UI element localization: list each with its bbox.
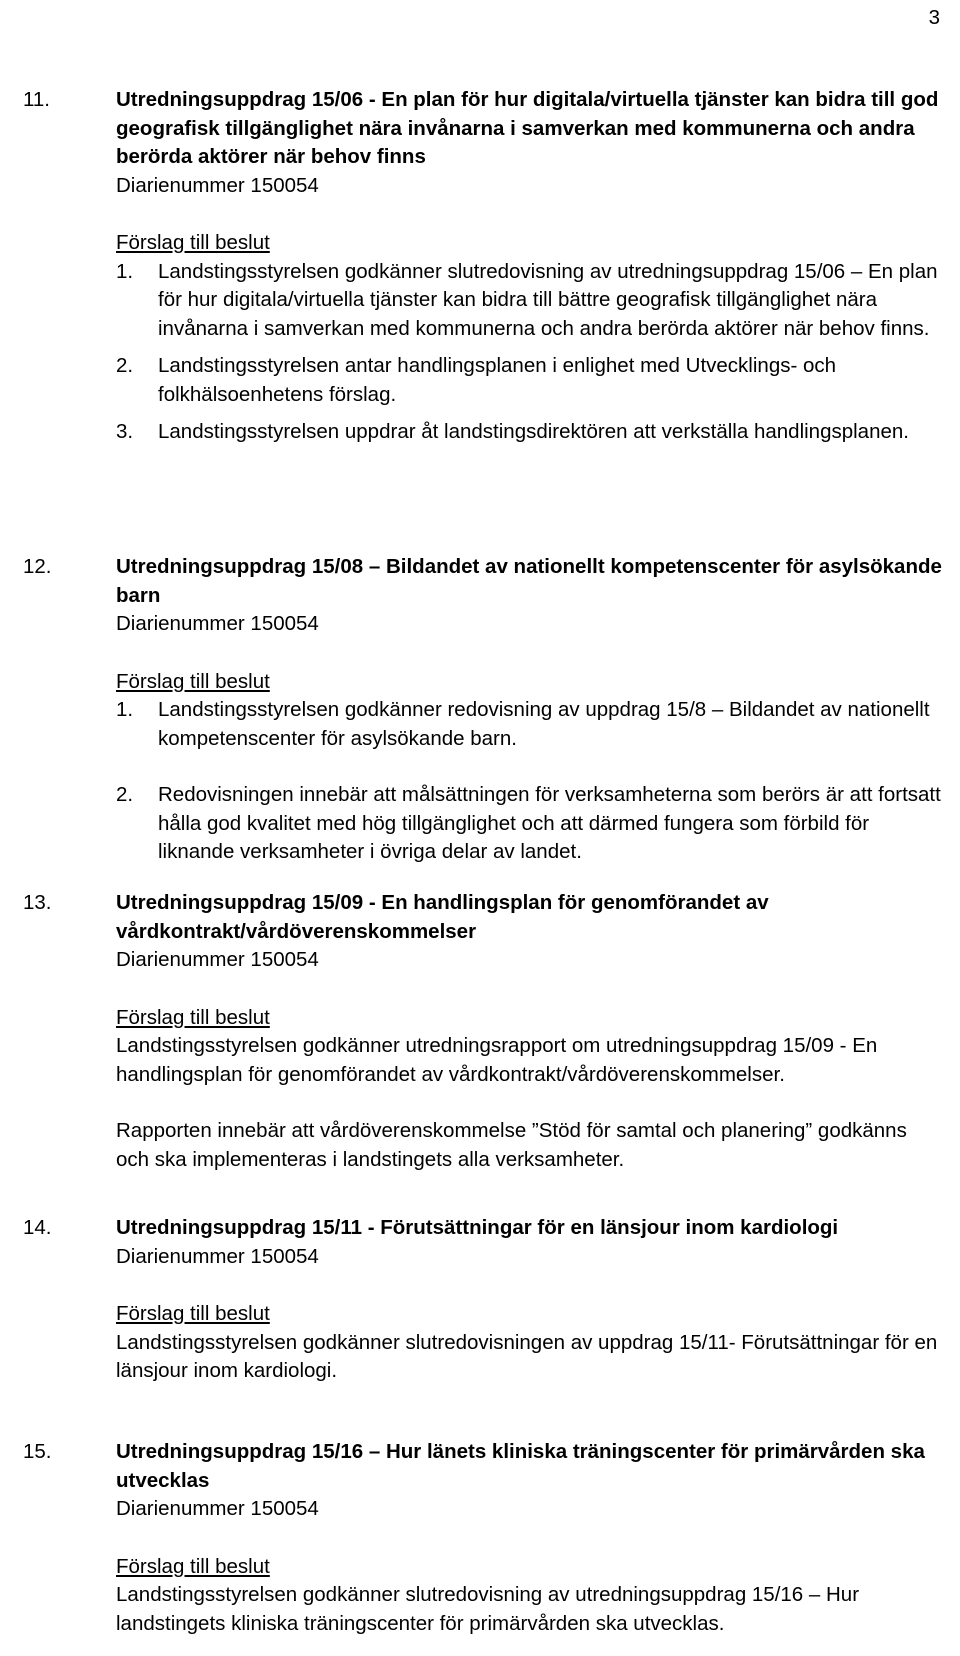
proposal-label: Förslag till beslut <box>116 1005 270 1029</box>
section-12 <box>23 553 943 867</box>
section-title: Utredningsuppdrag 15/08 – Bildandet av nationellt kompetenscenter för asylsökande barn <box>116 555 942 607</box>
section-number: 12. <box>23 555 52 578</box>
decision-item <box>116 781 943 867</box>
proposal-label: Förslag till beslut <box>116 1302 270 1325</box>
item-number: 2. <box>116 354 134 377</box>
section-number: 14. <box>23 1216 52 1239</box>
proposal-label: Förslag till beslut <box>116 669 270 693</box>
item-number: 1. <box>116 698 134 721</box>
item-text: Landstingsstyrelsen uppdrar åt landstingsdirektören att verkställa handlingsplanen. <box>158 420 909 443</box>
item-number: 2. <box>116 783 134 806</box>
decision-item <box>116 258 943 344</box>
paragraph: Landstingsstyrelsen godkänner utredningsrapport om utredningsuppdrag 15/09 - En handlingsplan för genomförandet av vårdkontrakt/vårdöverenskommelser. <box>116 1034 878 1086</box>
page-number: 3 <box>928 6 940 29</box>
item-text: Landstingsstyrelsen antar handlingsplanen i enlighet med Utvecklings- och folkhälsoenhetens förslag. <box>158 354 837 406</box>
item-text: Redovisningen innebär att målsättningen för verksamheterna som berörs är att fortsatt hålla god kvalitet med hög tillgänglighet och att därmed fungera som förbild för liknande verksamheter i övriga delar av landet. <box>158 783 941 863</box>
diary-number: Diarienummer 150054 <box>116 1244 319 1268</box>
section-number: 15. <box>23 1440 52 1463</box>
diary-number: Diarienummer 150054 <box>116 1497 319 1520</box>
diary-number: Diarienummer 150054 <box>116 612 319 635</box>
diary-number: Diarienummer 150054 <box>116 948 319 971</box>
section-title: Utredningsuppdrag 15/09 - En handlingsplan för genomförandet av vårdkontrakt/vårdöverenskommelser <box>116 891 769 943</box>
section-number: 13. <box>23 891 52 914</box>
section-title: Utredningsuppdrag 15/06 - En plan för hur digitala/virtuella tjänster kan bidra till god geografisk tillgänglighet nära invånarna i samverkan med kommunerna och andra berörda aktörer när behov finns <box>116 88 939 168</box>
item-text: Landstingsstyrelsen godkänner slutredovisning av utredningsuppdrag 15/06 – En plan för hur digitala/virtuella tjänster kan bidra till bättre geografisk tillgänglighet nära invånarna i samverkan med kommunerna och andra berörda aktörer när behov finns. <box>158 259 938 340</box>
section-number: 11. <box>23 88 50 111</box>
item-number: 3. <box>116 420 134 443</box>
paragraph: Landstingsstyrelsen godkänner slutredovisning av utredningsuppdrag 15/16 – Hur landstingets kliniska träningscenter för primärvården ska utvecklas. <box>116 1583 860 1635</box>
decision-item <box>116 418 943 447</box>
paragraph: Landstingsstyrelsen godkänner slutredovisningen av uppdrag 15/11- Förutsättningar för en länsjour inom kardiologi. <box>116 1330 938 1382</box>
proposal-label: Förslag till beslut <box>116 231 270 254</box>
item-text: Landstingsstyrelsen godkänner redovisning av uppdrag 15/8 – Bildandet av nationellt kompetenscenter för asylsökande barn. <box>158 698 930 750</box>
item-number: 1. <box>116 259 134 283</box>
section-title: Utredningsuppdrag 15/11 - Förutsättningar för en länsjour inom kardiologi <box>116 1216 839 1239</box>
proposal-label: Förslag till beslut <box>116 1554 270 1578</box>
paragraph: Rapporten innebär att vårdöverenskommelse ”Stöd för samtal och planering” godkänns och ska implementeras i landstingets alla verksamheter. <box>116 1119 907 1171</box>
section-14 <box>23 1214 943 1386</box>
section-15 <box>23 1438 943 1638</box>
decision-item <box>116 696 943 753</box>
section-11 <box>23 86 943 447</box>
section-13 <box>23 889 943 1174</box>
section-title: Utredningsuppdrag 15/16 – Hur länets kliniska träningscenter för primärvården ska utvecklas <box>116 1440 925 1492</box>
diary-number: Diarienummer 150054 <box>116 173 319 197</box>
decision-item <box>116 352 943 409</box>
